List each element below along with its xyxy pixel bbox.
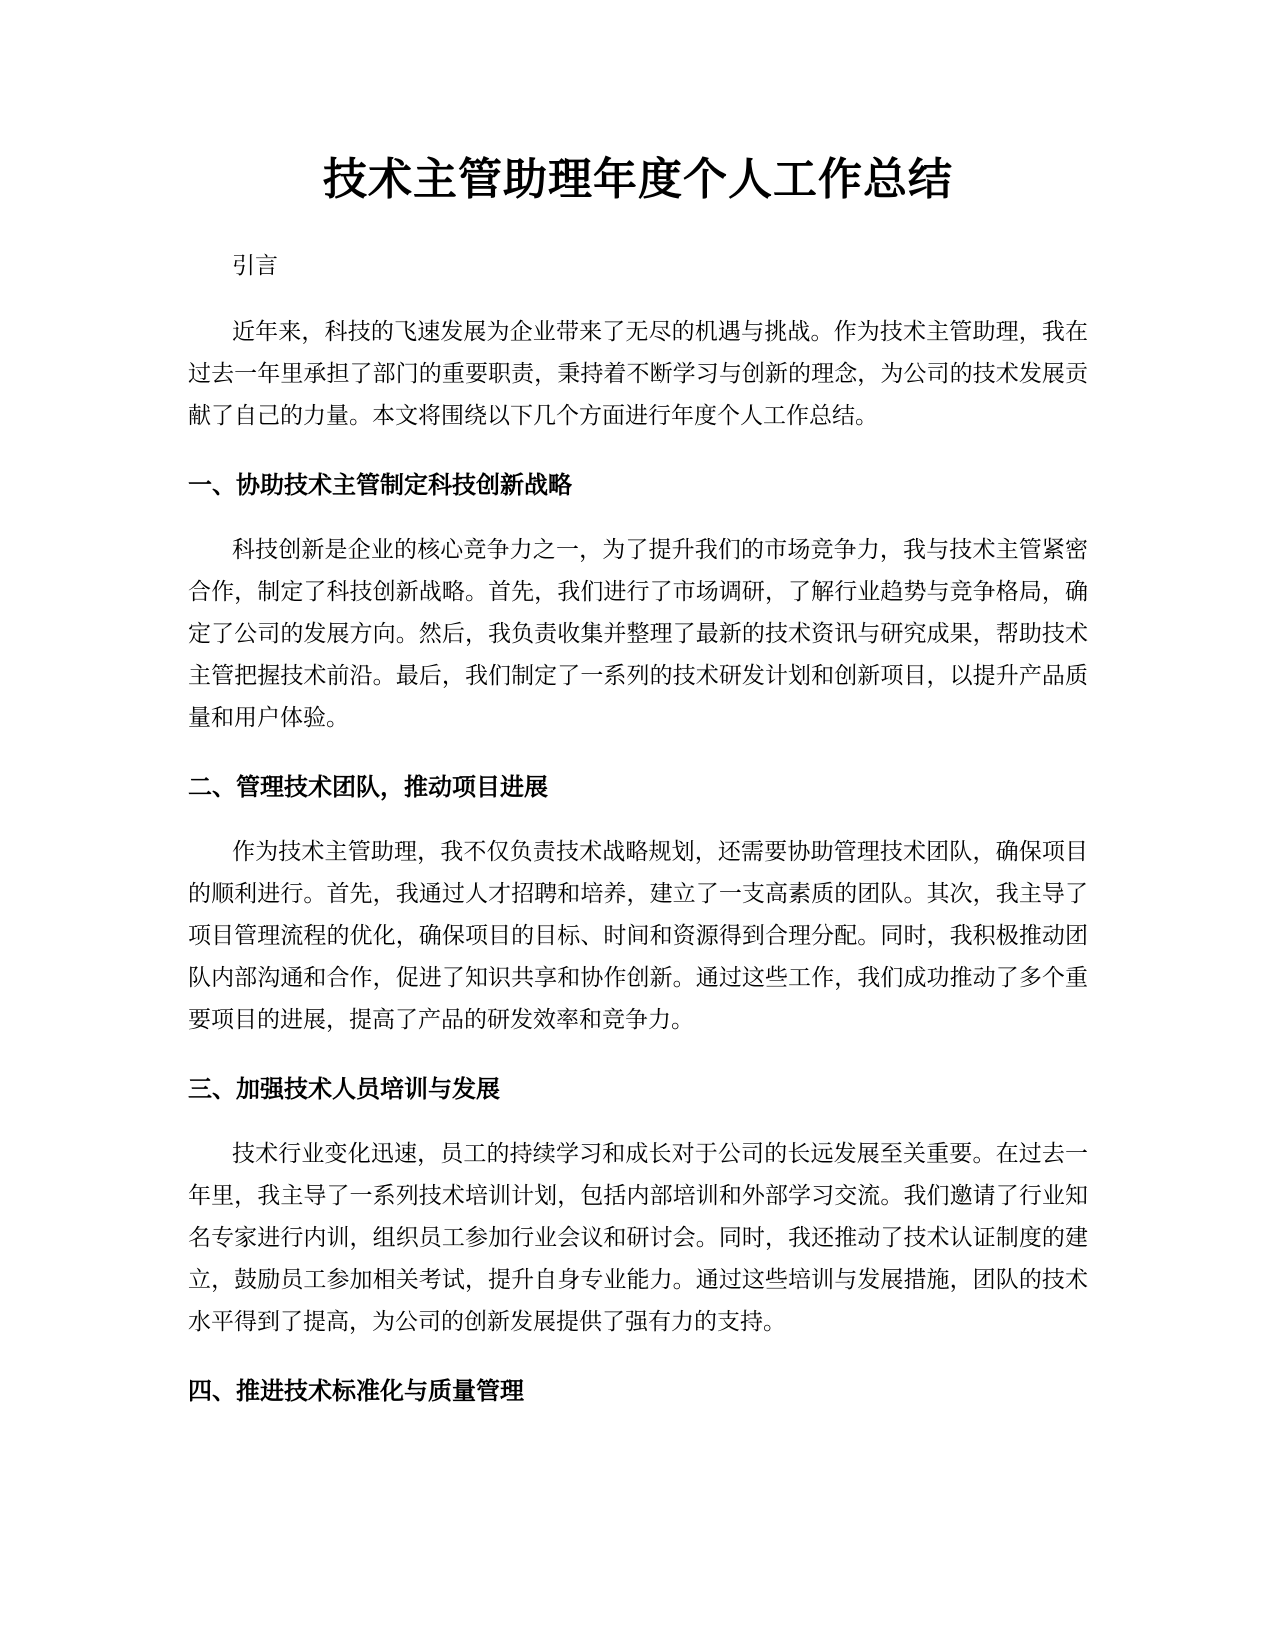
section-2-heading: 二、管理技术团队，推动项目进展 — [188, 773, 548, 801]
intro-paragraph: 近年来，科技的飞速发展为企业带来了无尽的机遇与挑战。作为技术主管助理，我在过去一年里承担了部门的重要职责，秉持着不断学习与创新的理念，为公司的技术发展贡献了自己的力量。本文将围绕以下几个方面进行年度个人工作总结。 — [188, 319, 1088, 429]
intro-label: 引言 — [232, 253, 278, 279]
section-3-heading: 三、加强技术人员培训与发展 — [188, 1075, 500, 1103]
section-3-paragraph: 技术行业变化迅速，员工的持续学习和成长对于公司的长远发展至关重要。在过去一年里，我主导了一系列技术培训计划，包括内部培训和外部学习交流。我们邀请了行业知名专家进行内训，组织员工参加行业会议和研讨会。同时，我还推动了技术认证制度的建立，鼓励员工参加相关考试，提升自身专业能力。通过这些培训与发展措施，团队的技术水平得到了提高，为公司的创新发展提供了强有力的支持。 — [188, 1141, 1088, 1335]
document-body — [188, 145, 1088, 1411]
section-4-heading: 四、推进技术标准化与质量管理 — [188, 1377, 524, 1405]
section-1-heading: 一、协助技术主管制定科技创新战略 — [188, 471, 572, 499]
document-title: 技术主管助理年度个人工作总结 — [323, 154, 953, 205]
section-2-paragraph: 作为技术主管助理，我不仅负责技术战略规划，还需要协助管理技术团队，确保项目的顺利进行。首先，我通过人才招聘和培养，建立了一支高素质的团队。其次，我主导了项目管理流程的优化，确保项目的目标、时间和资源得到合理分配。同时，我积极推动团队内部沟通和合作，促进了知识共享和协作创新。通过这些工作，我们成功推动了多个重要项目的进展，提高了产品的研发效率和竞争力。 — [188, 839, 1088, 1033]
section-1-paragraph: 科技创新是企业的核心竞争力之一，为了提升我们的市场竞争力，我与技术主管紧密合作，制定了科技创新战略。首先，我们进行了市场调研，了解行业趋势与竞争格局，确定了公司的发展方向。然后，我负责收集并整理了最新的技术资讯与研究成果，帮助技术主管把握技术前沿。最后，我们制定了一系列的技术研发计划和创新项目，以提升产品质量和用户体验。 — [188, 537, 1088, 731]
